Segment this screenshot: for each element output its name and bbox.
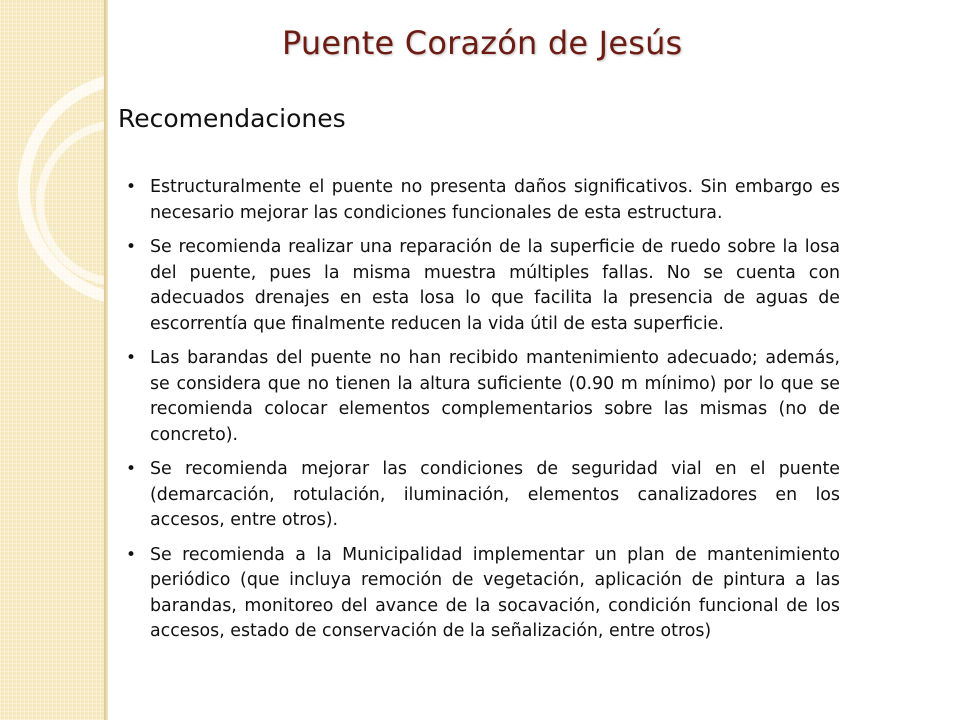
recommendation-item: • Se recomienda a la Municipalidad implementar un plan de mantenimiento periódico (que incluya remoción de vegetación, aplicación de pintura a las barandas, monitoreo del avance de la socavación, condición funcional de los accesos, estado de conservación de la señalización, entre otros) bbox=[126, 543, 840, 645]
recommendation-list bbox=[126, 175, 840, 654]
slide-subtitle: Recomendaciones bbox=[118, 104, 346, 133]
recommendation-item: • Se recomienda realizar una reparación de la superficie de ruedo sobre la losa del puente, pues la misma muestra múltiples fallas. No se cuenta con adecuados drenajes en esta losa lo que facilita la presencia de aguas de escorrentía que finalmente reducen la vida útil de esta superficie. bbox=[126, 235, 840, 337]
recommendation-item: • Se recomienda mejorar las condiciones de seguridad vial en el puente (demarcación, rotulación, iluminación, elementos canalizadores en los accesos, entre otros). bbox=[126, 457, 840, 534]
recommendation-item: • Las barandas del puente no han recibido mantenimiento adecuado; además, se considera que no tienen la altura suficiente (0.90 m mínimo) por lo que se recomienda colocar elementos complementarios sobre las mismas (no de concreto). bbox=[126, 346, 840, 448]
sidebar-edge bbox=[104, 0, 108, 720]
slide-title: Puente Corazón de Jesús bbox=[282, 24, 683, 62]
decorative-sidebar bbox=[0, 0, 104, 720]
recommendation-item: • Estructuralmente el puente no presenta daños significativos. Sin embargo es necesario mejorar las condiciones funcionales de esta estructura. bbox=[126, 175, 840, 226]
